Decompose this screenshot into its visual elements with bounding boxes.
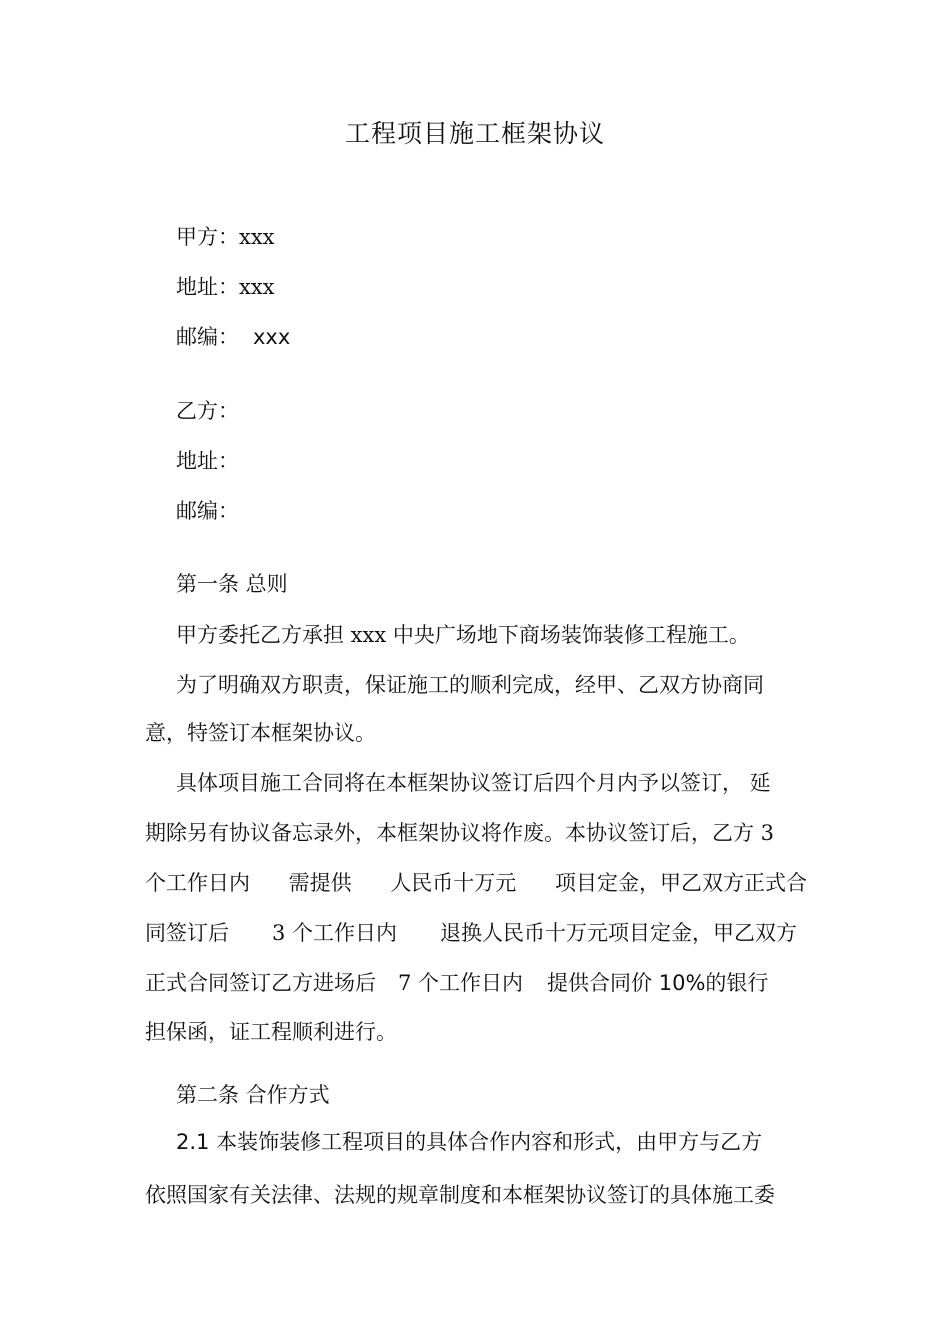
party-a-name-line [176, 222, 846, 252]
article-1-heading: 第一条 总则 [176, 572, 288, 596]
party-a-postcode-value: xxx [253, 325, 291, 349]
percent-value: 10% [658, 971, 706, 995]
text-fragment: 人民币十万元 [390, 871, 517, 895]
party-a-postcode-label: 邮编： [176, 325, 239, 349]
article-2-clause-line-2: 依照国家有关法律、法规的规章制度和本框架协议签订的具体施工委 [145, 1183, 775, 1207]
article-1-para-3-line-6: 担保函，证工程顺利进行。 [145, 1020, 397, 1044]
party-a-name-label: 甲方： [176, 225, 239, 249]
article-1-para-3-line-5 [145, 968, 815, 998]
text-fragment: 需提供 [288, 871, 352, 895]
document-title: 工程项目施工框架协议 [344, 119, 605, 148]
text-fragment: 同签订后 [145, 921, 229, 945]
text-fragment: 退换人民币十万元项目定金，甲乙双方 [439, 921, 797, 945]
party-a-address-label: 地址： [176, 275, 239, 299]
text-fragment: 提供合同价 [547, 971, 659, 995]
text-fragment: 本装饰装修工程项目的具体合作内容和形式，由甲方与乙方 [209, 1130, 763, 1154]
article-2-clause-line-1 [176, 1127, 846, 1157]
text-fragment: 3 个工作日内 [271, 921, 398, 945]
text-fragment: 7 个工作日内 [398, 971, 524, 995]
clause-number: 2.1 [176, 1130, 210, 1154]
text-fragment: 的银行 [705, 971, 769, 995]
party-a-address-line [176, 272, 846, 302]
party-b-postcode-label: 邮编： [176, 499, 239, 523]
article-1-para-2-line-1: 为了明确双方职责，保证施工的顺利完成，经甲、乙双方协商同 [176, 673, 764, 697]
article-1-para-3-line-4 [145, 918, 797, 948]
article-1-para-3-line-1: 具体项目施工合同将在本框架协议签订后四个月内予以签订， 延 [176, 771, 771, 795]
article-1-para-3-line-2: 期除另有协议备忘录外，本框架协议将作废。本协议签订后，乙方 3 [145, 821, 775, 845]
party-a-postcode-line [176, 322, 846, 352]
party-b-name-label: 乙方： [176, 399, 239, 423]
text-fragment: 个工作日内 [145, 871, 250, 895]
party-b-address-label: 地址： [176, 449, 239, 473]
article-1-para-2-line-2: 意，特签订本框架协议。 [145, 721, 376, 745]
party-a-address-value: xxx [239, 275, 275, 299]
article-2-heading: 第二条 合作方式 [176, 1083, 330, 1107]
article-1-para-1: 甲方委托乙方承担 xxx 中央广场地下商场装饰装修工程施工。 [176, 623, 750, 647]
text-fragment: 项目定金，甲乙双方正式合 [554, 871, 807, 895]
party-a-name-value: xxx [239, 225, 275, 249]
text-fragment: 正式合同签订乙方进场后 [145, 971, 376, 995]
article-1-para-3-line-3 [145, 868, 807, 898]
